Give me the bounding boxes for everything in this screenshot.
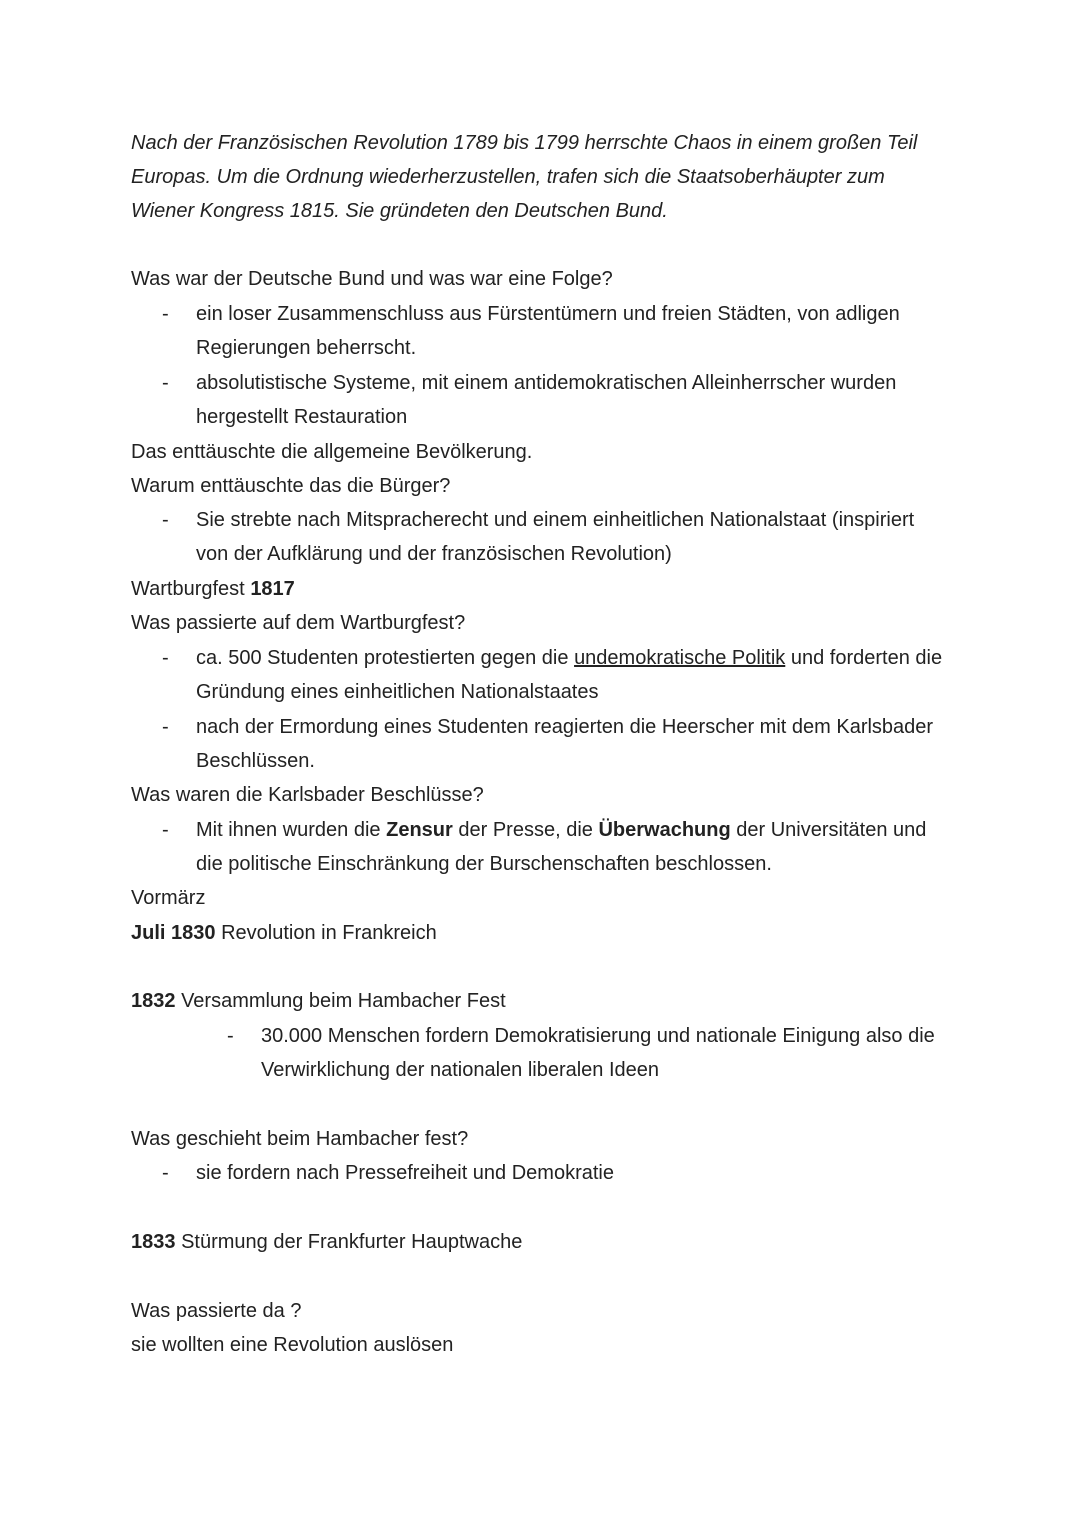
bullet-text-part: ca. 500 Studenten protestierten gegen die: [196, 647, 569, 669]
question-hambacher: Was geschieht beim Hambacher fest?: [131, 1128, 469, 1150]
event-date: 1833: [131, 1231, 176, 1253]
bullet-text: die politische Einschränkung der Burschenschaften beschlossen.: [196, 853, 772, 875]
answer-frankfurt: sie wollten eine Revolution auslösen: [131, 1334, 454, 1356]
heading-vormaerz: Vormärz: [131, 887, 206, 909]
question-karlsbader: Was waren die Karlsbader Beschlüsse?: [131, 784, 484, 806]
bullet-dash: -: [162, 1162, 169, 1184]
bullet-text: ein loser Zusammenschluss aus Fürstentümern und freien Städten, von adligen: [196, 303, 900, 325]
event-july-1830: [131, 916, 437, 950]
bullet-text: von der Aufklärung und der französischen Revolution): [196, 543, 672, 565]
wartburgfest-year: 1817: [250, 578, 295, 600]
bullet-text: Beschlüssen.: [196, 750, 315, 772]
event-1832: [131, 984, 506, 1018]
wartburgfest-label: Wartburgfest: [131, 578, 245, 600]
bullet-text: [196, 813, 926, 847]
bullet-dash: -: [162, 716, 169, 738]
event-date: Juli 1830: [131, 922, 216, 944]
bullet-dash: -: [162, 647, 169, 669]
event-text: Revolution in Frankreich: [221, 922, 437, 944]
event-text: Stürmung der Frankfurter Hauptwache: [181, 1231, 523, 1253]
bullet-text: Verwirklichung der nationalen liberalen Ideen: [261, 1059, 660, 1081]
bullet-text-part: der Universitäten und: [736, 819, 927, 841]
event-1833: [131, 1225, 522, 1259]
bullet-dash: -: [162, 303, 169, 325]
bullet-text: [196, 641, 942, 675]
intro-line-1: Nach der Französischen Revolution 1789 bis 1799 herrschte Chaos in einem großen Teil: [131, 132, 918, 154]
bullet-dash: -: [227, 1025, 234, 1047]
bullet-dash: -: [162, 372, 169, 394]
event-date: 1832: [131, 990, 176, 1012]
bullet-dash: -: [162, 509, 169, 531]
heading-wartburgfest: [131, 572, 295, 606]
bullet-dash: -: [162, 819, 169, 841]
question-frankfurt: Was passierte da ?: [131, 1300, 302, 1322]
statement-disappointment: Das enttäuschte die allgemeine Bevölkerung.: [131, 441, 533, 463]
intro-line-3: Wiener Kongress 1815. Sie gründeten den Deutschen Bund.: [131, 200, 668, 222]
underlined-term: undemokratische Politik: [574, 647, 786, 669]
bullet-text-part: und forderten die: [790, 647, 943, 669]
bullet-text: nach der Ermordung eines Studenten reagierten die Heerscher mit dem Karlsbader: [196, 716, 934, 738]
bullet-text: Gründung eines einheitlichen Nationalstaates: [196, 681, 599, 703]
question-wartburgfest: Was passierte auf dem Wartburgfest?: [131, 612, 466, 634]
bullet-text: sie fordern nach Pressefreiheit und Demokratie: [196, 1162, 614, 1184]
bullet-text: Regierungen beherrscht.: [196, 337, 417, 359]
bullet-text-part: der Presse, die: [458, 819, 593, 841]
bullet-text: Sie strebte nach Mitspracherecht und einem einheitlichen Nationalstaat (inspiriert: [196, 509, 915, 531]
question-deutscher-bund: Was war der Deutsche Bund und was war eine Folge?: [131, 268, 613, 290]
bullet-text: hergestellt Restauration: [196, 406, 408, 428]
bold-term: Überwachung: [598, 819, 731, 841]
bullet-text: 30.000 Menschen fordern Demokratisierung und nationale Einigung also die: [261, 1025, 935, 1047]
bold-term: Zensur: [386, 819, 453, 841]
bullet-text: absolutistische Systeme, mit einem antidemokratischen Alleinherrscher wurden: [196, 372, 897, 394]
intro-line-2: Europas. Um die Ordnung wiederherzustellen, trafen sich die Staatsoberhäupter zum: [131, 166, 885, 188]
question-why-disappointed: Warum enttäuschte das die Bürger?: [131, 475, 451, 497]
event-text: Versammlung beim Hambacher Fest: [181, 990, 506, 1012]
bullet-text-part: Mit ihnen wurden die: [196, 819, 381, 841]
